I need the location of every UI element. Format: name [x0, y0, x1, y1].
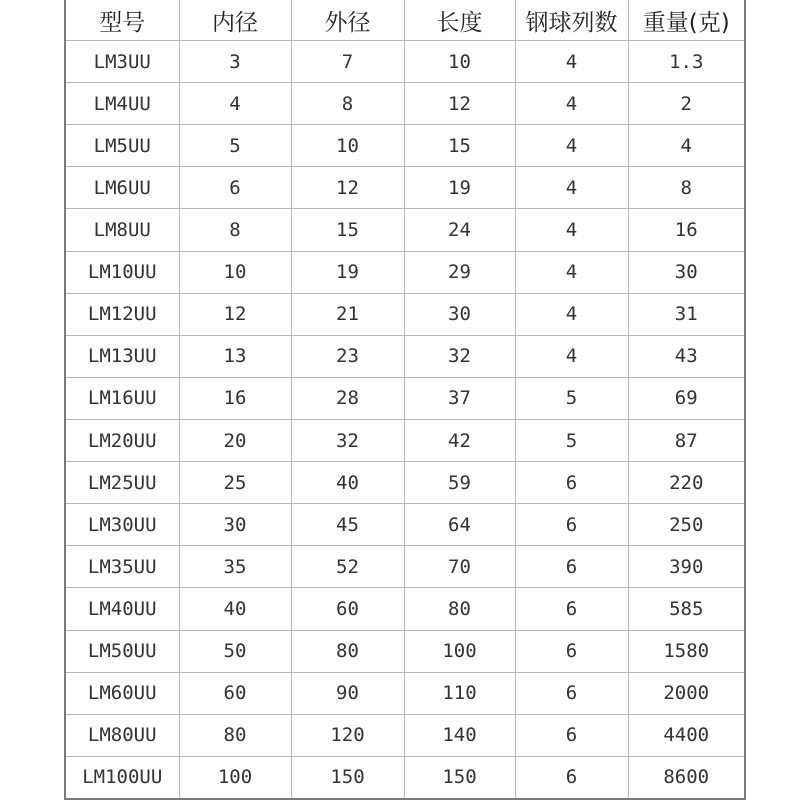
table-row: [66, 125, 744, 167]
cell-inner-diameter: 40: [179, 588, 291, 630]
cell-ball-rows: 4: [515, 293, 628, 335]
cell-weight: 1580: [628, 630, 744, 672]
cell-length: 15: [404, 125, 515, 167]
cell-length: 24: [404, 209, 515, 251]
cell-weight: 69: [628, 377, 744, 419]
cell-length: 64: [404, 504, 515, 546]
cell-outer-diameter: 90: [291, 672, 404, 714]
cell-outer-diameter: 19: [291, 251, 404, 293]
cell-ball-rows: 4: [515, 251, 628, 293]
cell-length: 80: [404, 588, 515, 630]
cell-length: 150: [404, 756, 515, 798]
cell-outer-diameter: 32: [291, 419, 404, 461]
cell-weight: 2000: [628, 672, 744, 714]
cell-length: 59: [404, 462, 515, 504]
table-row: [66, 251, 744, 293]
header-ball-rows: 钢球列数: [515, 0, 628, 41]
cell-outer-diameter: 21: [291, 293, 404, 335]
table-row: [66, 756, 744, 798]
cell-weight: 30: [628, 251, 744, 293]
table-header-row: [66, 0, 744, 41]
table-row: [66, 335, 744, 377]
cell-outer-diameter: 12: [291, 167, 404, 209]
cell-inner-diameter: 16: [179, 377, 291, 419]
cell-ball-rows: 4: [515, 209, 628, 251]
header-length: 长度: [404, 0, 515, 41]
cell-inner-diameter: 5: [179, 125, 291, 167]
cell-length: 100: [404, 630, 515, 672]
table-row: [66, 377, 744, 419]
cell-length: 19: [404, 167, 515, 209]
table-row: [66, 293, 744, 335]
cell-weight: 43: [628, 335, 744, 377]
cell-weight: 390: [628, 546, 744, 588]
cell-outer-diameter: 28: [291, 377, 404, 419]
cell-inner-diameter: 12: [179, 293, 291, 335]
cell-ball-rows: 6: [515, 630, 628, 672]
cell-inner-diameter: 8: [179, 209, 291, 251]
cell-weight: 250: [628, 504, 744, 546]
cell-ball-rows: 6: [515, 546, 628, 588]
cell-outer-diameter: 120: [291, 714, 404, 756]
table-row: [66, 672, 744, 714]
cell-weight: 2: [628, 83, 744, 125]
cell-model: LM5UU: [66, 125, 179, 167]
cell-model: LM4UU: [66, 83, 179, 125]
cell-model: LM50UU: [66, 630, 179, 672]
cell-ball-rows: 6: [515, 756, 628, 798]
header-model: 型号: [66, 0, 179, 41]
cell-model: LM80UU: [66, 714, 179, 756]
cell-weight: 220: [628, 462, 744, 504]
cell-weight: 4: [628, 125, 744, 167]
cell-ball-rows: 4: [515, 83, 628, 125]
table-row: [66, 209, 744, 251]
cell-model: LM30UU: [66, 504, 179, 546]
cell-inner-diameter: 20: [179, 419, 291, 461]
cell-model: LM35UU: [66, 546, 179, 588]
cell-outer-diameter: 40: [291, 462, 404, 504]
cell-ball-rows: 5: [515, 419, 628, 461]
cell-model: LM6UU: [66, 167, 179, 209]
cell-length: 70: [404, 546, 515, 588]
cell-weight: 87: [628, 419, 744, 461]
cell-length: 42: [404, 419, 515, 461]
cell-inner-diameter: 13: [179, 335, 291, 377]
cell-inner-diameter: 35: [179, 546, 291, 588]
cell-model: LM13UU: [66, 335, 179, 377]
cell-ball-rows: 4: [515, 41, 628, 83]
cell-outer-diameter: 8: [291, 83, 404, 125]
cell-model: LM12UU: [66, 293, 179, 335]
cell-weight: 8: [628, 167, 744, 209]
cell-outer-diameter: 10: [291, 125, 404, 167]
cell-ball-rows: 6: [515, 462, 628, 504]
cell-ball-rows: 4: [515, 125, 628, 167]
cell-inner-diameter: 4: [179, 83, 291, 125]
cell-model: LM16UU: [66, 377, 179, 419]
cell-length: 140: [404, 714, 515, 756]
cell-length: 110: [404, 672, 515, 714]
cell-weight: 8600: [628, 756, 744, 798]
cell-inner-diameter: 60: [179, 672, 291, 714]
header-outer-diameter: 外径: [291, 0, 404, 41]
cell-ball-rows: 4: [515, 335, 628, 377]
header-inner-diameter: 内径: [179, 0, 291, 41]
cell-model: LM60UU: [66, 672, 179, 714]
cell-inner-diameter: 50: [179, 630, 291, 672]
table-row: [66, 83, 744, 125]
table-row: [66, 462, 744, 504]
cell-length: 12: [404, 83, 515, 125]
cell-inner-diameter: 10: [179, 251, 291, 293]
cell-model: LM8UU: [66, 209, 179, 251]
cell-outer-diameter: 52: [291, 546, 404, 588]
cell-inner-diameter: 100: [179, 756, 291, 798]
cell-model: LM40UU: [66, 588, 179, 630]
cell-outer-diameter: 7: [291, 41, 404, 83]
table-row: [66, 630, 744, 672]
table-body: [66, 41, 744, 799]
cell-model: LM25UU: [66, 462, 179, 504]
cell-ball-rows: 5: [515, 377, 628, 419]
cell-outer-diameter: 23: [291, 335, 404, 377]
cell-inner-diameter: 25: [179, 462, 291, 504]
cell-length: 10: [404, 41, 515, 83]
cell-inner-diameter: 3: [179, 41, 291, 83]
cell-weight: 31: [628, 293, 744, 335]
cell-outer-diameter: 80: [291, 630, 404, 672]
cell-model: LM100UU: [66, 756, 179, 798]
table-row: [66, 167, 744, 209]
cell-ball-rows: 6: [515, 672, 628, 714]
cell-length: 29: [404, 251, 515, 293]
cell-inner-diameter: 80: [179, 714, 291, 756]
cell-outer-diameter: 60: [291, 588, 404, 630]
table-row: [66, 419, 744, 461]
cell-outer-diameter: 150: [291, 756, 404, 798]
cell-model: LM3UU: [66, 41, 179, 83]
cell-weight: 1.3: [628, 41, 744, 83]
cell-ball-rows: 6: [515, 714, 628, 756]
cell-ball-rows: 6: [515, 504, 628, 546]
table-row: [66, 714, 744, 756]
cell-weight: 16: [628, 209, 744, 251]
cell-outer-diameter: 45: [291, 504, 404, 546]
table-row: [66, 546, 744, 588]
cell-inner-diameter: 6: [179, 167, 291, 209]
cell-length: 30: [404, 293, 515, 335]
cell-length: 37: [404, 377, 515, 419]
spec-table-container: [64, 0, 746, 800]
cell-inner-diameter: 30: [179, 504, 291, 546]
cell-model: LM10UU: [66, 251, 179, 293]
cell-ball-rows: 6: [515, 588, 628, 630]
table-row: [66, 588, 744, 630]
cell-length: 32: [404, 335, 515, 377]
cell-ball-rows: 4: [515, 167, 628, 209]
cell-model: LM20UU: [66, 419, 179, 461]
bearing-spec-table: [66, 0, 744, 798]
cell-outer-diameter: 15: [291, 209, 404, 251]
table-row: [66, 41, 744, 83]
cell-weight: 4400: [628, 714, 744, 756]
table-row: [66, 504, 744, 546]
header-weight: 重量(克): [628, 0, 744, 41]
cell-weight: 585: [628, 588, 744, 630]
